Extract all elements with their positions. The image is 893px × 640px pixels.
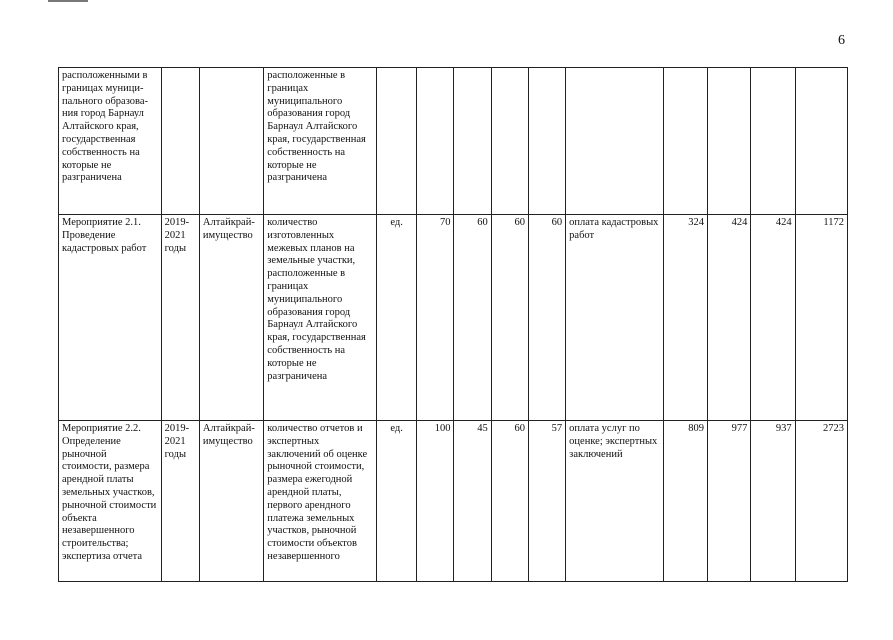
value-cell: 100 [417,421,454,582]
table-row [59,421,848,582]
indicator-cell: количество отчетов и экспертных заключений об оценке рыночной стоимости, размера ежегодной арендной платы, первого арендного платежа земельных участков, рыночной стоимости объектов незавершенного [264,421,377,582]
cost-cell [751,68,795,215]
table-row [59,215,848,421]
scan-artifact-line [48,0,88,2]
cost-cell [663,68,707,215]
cost-cell: 977 [708,421,751,582]
cost-cell: 424 [708,215,751,421]
value-cell [454,68,491,215]
value-cell: 60 [528,215,565,421]
value-cell: 60 [491,215,528,421]
executor-cell: Алтайкрай-имущество [199,215,263,421]
measure-cell: расположенными в границах муници-пального образова-ния город Барнаул Алтайского края, государственная собственность на которые не разграничена [59,68,162,215]
period-cell [161,68,199,215]
value-cell [491,68,528,215]
executor-cell: Алтайкрай-имущество [199,421,263,582]
unit-cell [376,68,416,215]
value-cell: 60 [491,421,528,582]
total-cell: 1172 [795,215,847,421]
cost-cell: 937 [751,421,795,582]
page-number: 6 [838,33,845,48]
cost-cell: 809 [663,421,707,582]
value-cell: 57 [528,421,565,582]
program-measures-table [58,67,848,582]
value-cell: 45 [454,421,491,582]
cost-cell: 324 [663,215,707,421]
cost-cell [708,68,751,215]
measure-cell: Мероприятие 2.1. Проведение кадастровых работ [59,215,162,421]
value-cell: 60 [454,215,491,421]
cost-cell: 424 [751,215,795,421]
direction-cell: оплата услуг по оценке; экспертных заключений [566,421,664,582]
unit-cell: ед. [376,421,416,582]
table-row [59,68,848,215]
period-cell: 2019-2021 годы [161,421,199,582]
total-cell: 2723 [795,421,847,582]
executor-cell [199,68,263,215]
indicator-cell: количество изготовленных межевых планов на земельные участки, расположенные в границах муниципального образования город Барнаул Алтайского края, государственная собственность на которые не разграничена [264,215,377,421]
direction-cell [566,68,664,215]
value-cell [417,68,454,215]
unit-cell: ед. [376,215,416,421]
period-cell: 2019-2021 годы [161,215,199,421]
indicator-cell: расположенные в границах муниципального образования город Барнаул Алтайского края, государственная собственность на которые не разграничена [264,68,377,215]
direction-cell: оплата кадастровых работ [566,215,664,421]
measure-cell: Мероприятие 2.2. Определение рыночной стоимости, размера арендной платы земельных участков, рыночной стоимости объекта незавершенного строительства; экспертиза отчета [59,421,162,582]
value-cell [528,68,565,215]
total-cell [795,68,847,215]
value-cell: 70 [417,215,454,421]
